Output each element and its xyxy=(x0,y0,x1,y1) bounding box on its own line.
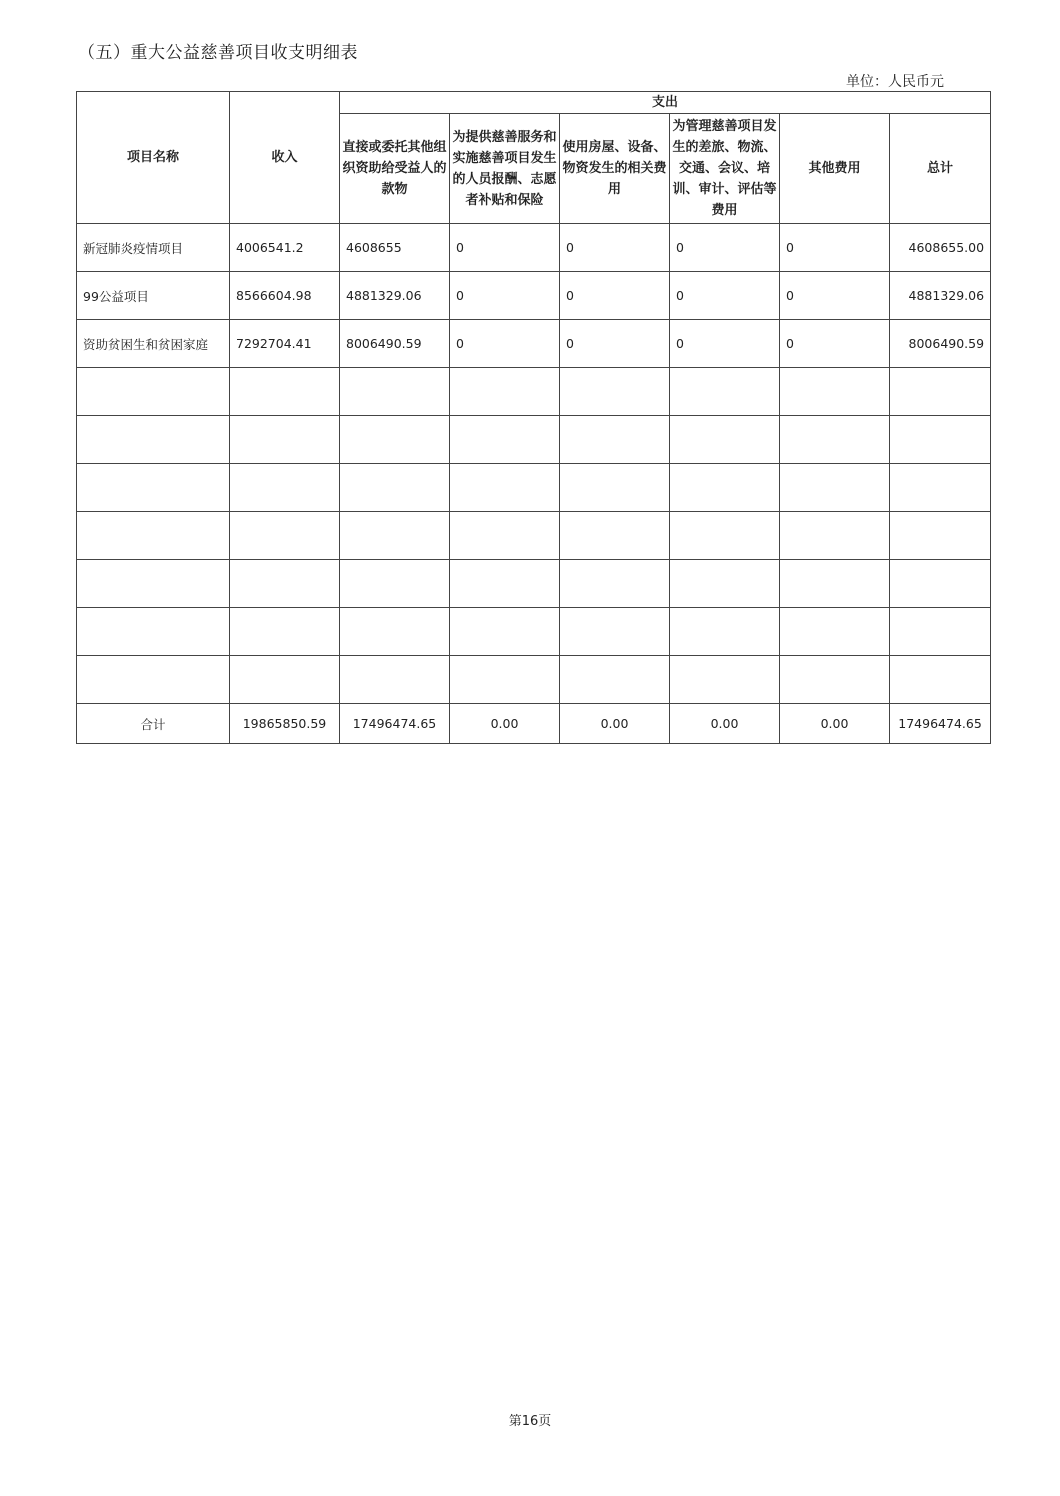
cell-income xyxy=(230,416,340,464)
header-facilities: 使用房屋、设备、物资发生的相关费用 xyxy=(560,114,670,224)
cell-project-name xyxy=(77,512,230,560)
total-other: 0.00 xyxy=(780,704,890,744)
cell-direct-aid xyxy=(340,368,450,416)
cell-income xyxy=(230,608,340,656)
cell-project-name: 资助贫困生和贫困家庭 xyxy=(77,320,230,368)
cell-direct-aid xyxy=(340,608,450,656)
total-grand-total: 17496474.65 xyxy=(890,704,991,744)
page-title: （五）重大公益慈善项目收支明细表 xyxy=(78,43,358,63)
cell-direct-aid: 4881329.06 xyxy=(340,272,450,320)
table-row xyxy=(77,464,991,512)
page-number: 第16页 xyxy=(508,1414,552,1429)
total-label: 合计 xyxy=(77,704,230,744)
cell-management: 0 xyxy=(670,320,780,368)
cell-management xyxy=(670,416,780,464)
table-row xyxy=(77,512,991,560)
cell-personnel xyxy=(450,368,560,416)
cell-direct-aid xyxy=(340,512,450,560)
table-row xyxy=(77,272,991,320)
cell-management xyxy=(670,368,780,416)
cell-facilities xyxy=(560,656,670,704)
cell-income: 7292704.41 xyxy=(230,320,340,368)
cell-project-name xyxy=(77,416,230,464)
cell-personnel: 0 xyxy=(450,272,560,320)
cell-other: 0 xyxy=(780,224,890,272)
header-personnel: 为提供慈善服务和实施慈善项目发生的人员报酬、志愿者补贴和保险 xyxy=(450,114,560,224)
cell-facilities xyxy=(560,368,670,416)
cell-personnel xyxy=(450,656,560,704)
cell-income: 8566604.98 xyxy=(230,272,340,320)
total-income: 19865850.59 xyxy=(230,704,340,744)
cell-grand-total xyxy=(890,560,991,608)
cell-direct-aid xyxy=(340,464,450,512)
table-row xyxy=(77,224,991,272)
cell-income xyxy=(230,464,340,512)
cell-personnel: 0 xyxy=(450,320,560,368)
cell-income: 4006541.2 xyxy=(230,224,340,272)
cell-personnel xyxy=(450,464,560,512)
cell-grand-total xyxy=(890,464,991,512)
cell-other xyxy=(780,368,890,416)
cell-other: 0 xyxy=(780,272,890,320)
charity-project-table xyxy=(76,91,991,744)
cell-other xyxy=(780,560,890,608)
cell-project-name xyxy=(77,608,230,656)
cell-personnel xyxy=(450,608,560,656)
total-management: 0.00 xyxy=(670,704,780,744)
cell-facilities: 0 xyxy=(560,272,670,320)
cell-management xyxy=(670,656,780,704)
cell-project-name xyxy=(77,464,230,512)
cell-project-name xyxy=(77,560,230,608)
header-other: 其他费用 xyxy=(780,114,890,224)
cell-income xyxy=(230,512,340,560)
cell-other: 0 xyxy=(780,320,890,368)
cell-grand-total: 4608655.00 xyxy=(890,224,991,272)
table-row xyxy=(77,608,991,656)
table-row xyxy=(77,416,991,464)
cell-other xyxy=(780,608,890,656)
cell-management: 0 xyxy=(670,224,780,272)
cell-personnel: 0 xyxy=(450,224,560,272)
cell-facilities xyxy=(560,512,670,560)
cell-direct-aid: 8006490.59 xyxy=(340,320,450,368)
header-income: 收入 xyxy=(230,92,340,224)
header-management: 为管理慈善项目发生的差旅、物流、交通、会议、培训、审计、评估等费用 xyxy=(670,114,780,224)
cell-management xyxy=(670,560,780,608)
cell-grand-total xyxy=(890,512,991,560)
table-row xyxy=(77,656,991,704)
cell-grand-total: 4881329.06 xyxy=(890,272,991,320)
cell-project-name xyxy=(77,656,230,704)
table-row xyxy=(77,320,991,368)
cell-facilities xyxy=(560,416,670,464)
cell-management xyxy=(670,464,780,512)
currency-unit: 单位：人民币元 xyxy=(846,74,944,90)
cell-project-name xyxy=(77,368,230,416)
cell-direct-aid: 4608655 xyxy=(340,224,450,272)
table-row xyxy=(77,560,991,608)
header-project-name: 项目名称 xyxy=(77,92,230,224)
total-facilities: 0.00 xyxy=(560,704,670,744)
cell-income xyxy=(230,560,340,608)
cell-personnel xyxy=(450,416,560,464)
cell-management xyxy=(670,608,780,656)
cell-grand-total xyxy=(890,416,991,464)
cell-direct-aid xyxy=(340,416,450,464)
table-row xyxy=(77,368,991,416)
cell-other xyxy=(780,416,890,464)
cell-management xyxy=(670,512,780,560)
cell-personnel xyxy=(450,512,560,560)
cell-other xyxy=(780,464,890,512)
cell-grand-total xyxy=(890,656,991,704)
cell-facilities: 0 xyxy=(560,224,670,272)
cell-project-name: 99公益项目 xyxy=(77,272,230,320)
header-direct-aid: 直接或委托其他组织资助给受益人的款物 xyxy=(340,114,450,224)
cell-income xyxy=(230,368,340,416)
cell-facilities xyxy=(560,608,670,656)
cell-grand-total xyxy=(890,368,991,416)
cell-other xyxy=(780,656,890,704)
cell-facilities: 0 xyxy=(560,320,670,368)
cell-facilities xyxy=(560,560,670,608)
cell-other xyxy=(780,512,890,560)
header-expenditure: 支出 xyxy=(340,92,991,114)
total-personnel: 0.00 xyxy=(450,704,560,744)
cell-facilities xyxy=(560,464,670,512)
header-grand-total: 总计 xyxy=(890,114,991,224)
cell-grand-total: 8006490.59 xyxy=(890,320,991,368)
cell-grand-total xyxy=(890,608,991,656)
cell-project-name: 新冠肺炎疫情项目 xyxy=(77,224,230,272)
cell-income xyxy=(230,656,340,704)
total-row xyxy=(77,704,991,744)
total-direct-aid: 17496474.65 xyxy=(340,704,450,744)
cell-personnel xyxy=(450,560,560,608)
cell-direct-aid xyxy=(340,656,450,704)
cell-management: 0 xyxy=(670,272,780,320)
cell-direct-aid xyxy=(340,560,450,608)
